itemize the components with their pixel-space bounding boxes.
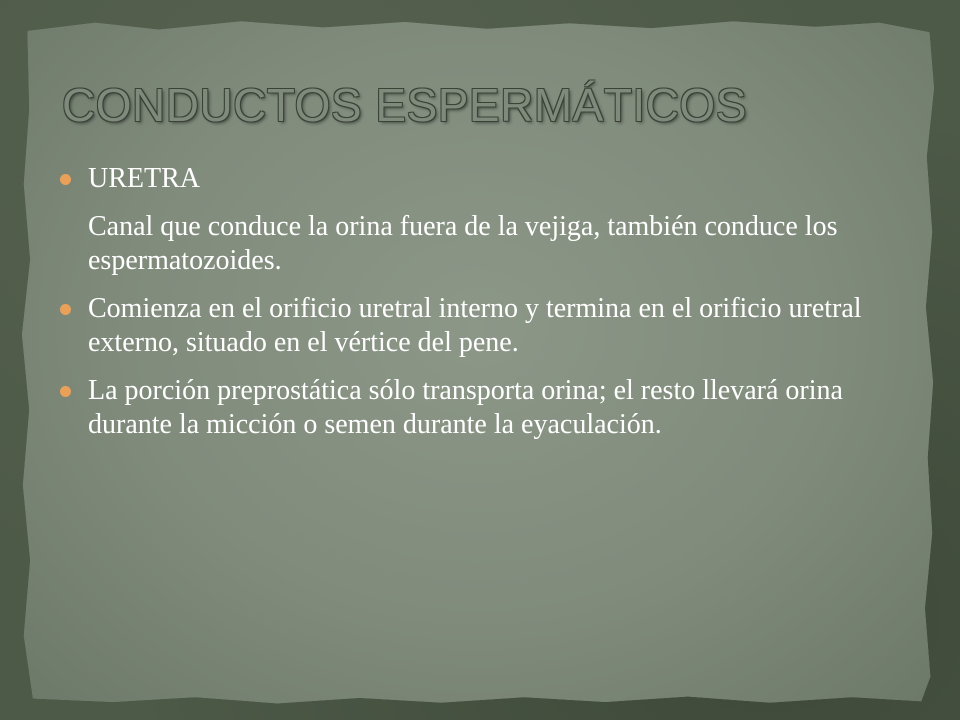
- bullet-dot-icon: [60, 174, 71, 185]
- list-item-text: La porción preprostática sólo transporta orina; el resto llevará orina durante la micción o semen durante la eyaculación.: [88, 375, 843, 440]
- bullet-dot-icon: [60, 304, 71, 315]
- list-item-description: [60, 210, 880, 278]
- bullet-dot-icon: [60, 386, 71, 397]
- list-item: [60, 292, 880, 360]
- list-item: [60, 374, 880, 442]
- slide-body: [60, 162, 880, 456]
- list-item-text: Canal que conduce la orina fuera de la vejiga, también conduce los espermatozoides.: [88, 211, 838, 276]
- list-item-text: URETRA: [88, 163, 200, 194]
- slide-title: CONDUCTOS ESPERMÁTICOS: [62, 79, 747, 131]
- list-item: [60, 162, 880, 196]
- list-item-text: Comienza en el orificio uretral interno y termina en el orificio uretral externo, situado en el vértice del pene.: [88, 293, 862, 358]
